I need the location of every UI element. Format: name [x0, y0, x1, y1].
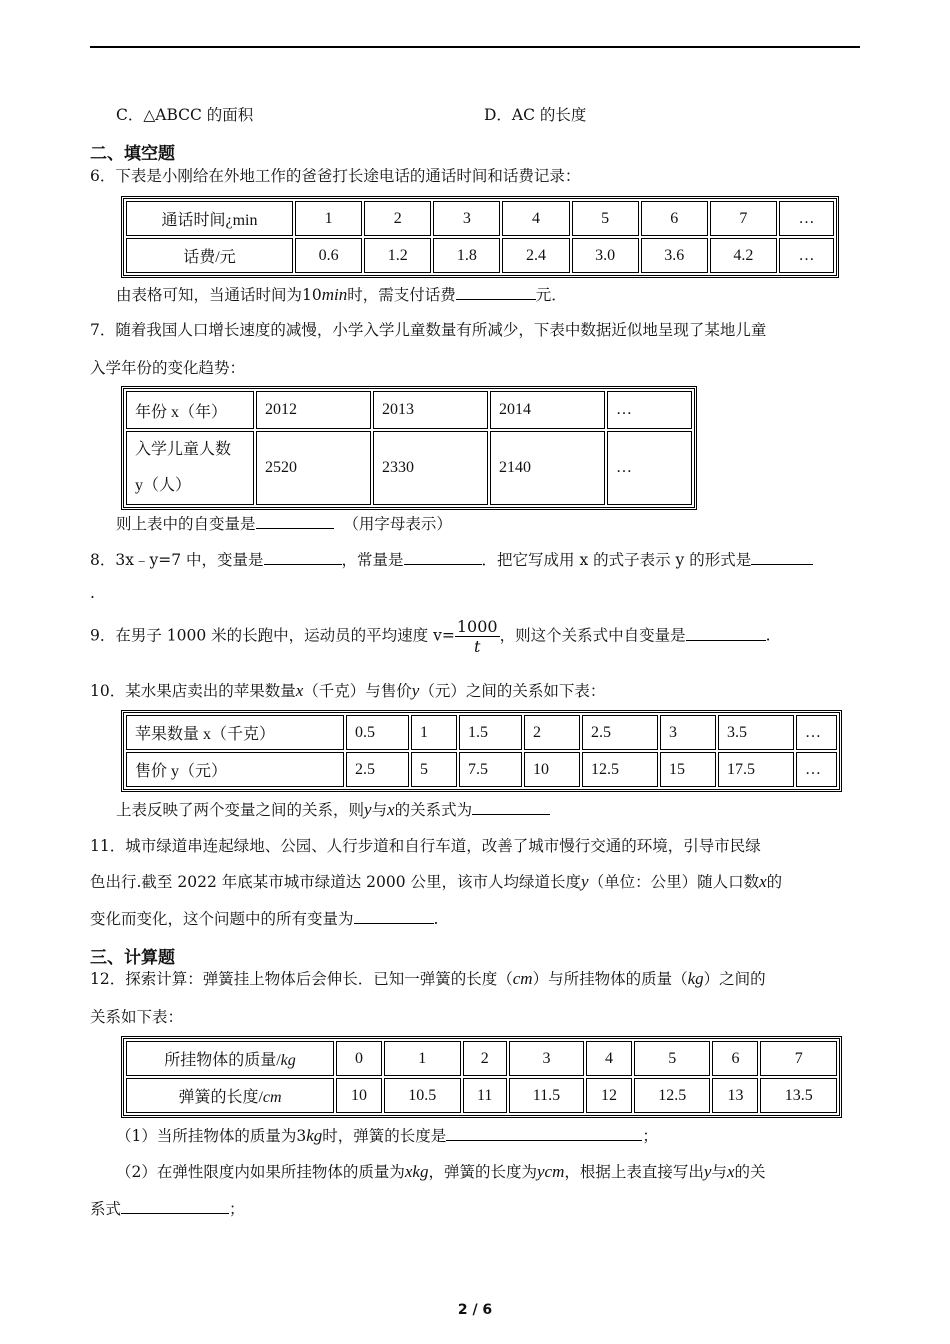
table-cell: …	[607, 431, 692, 505]
section-3-title: 三、计算题	[90, 948, 175, 968]
table-cell: 4	[586, 1041, 632, 1076]
table-cell: 11	[463, 1078, 507, 1113]
table-cell: 0.5	[346, 715, 409, 750]
table-cell: 12	[586, 1078, 632, 1113]
table-cell: 2520	[256, 431, 371, 505]
q7-followup: 则上表中的自变量是 （用字母表示）	[116, 515, 452, 533]
table-cell: 12.5	[582, 752, 658, 787]
table-cell: 1	[384, 1041, 461, 1076]
q7-line1: 7．随着我国人口增长速度的减慢，小学入学儿童数量有所减少，下表中数据近似地呈现了某地儿童	[90, 321, 767, 339]
table-cell: …	[607, 391, 692, 429]
q12-part2: （2）在弹性限度内如果所挂物体的质量为xkg，弹簧的长度为ycm，根据上表直接写出y与x的关	[116, 1162, 766, 1181]
option-d: D．AC 的长度	[484, 106, 587, 124]
table-cell: 5	[572, 201, 639, 236]
table-cell: 年份 x（年）	[126, 391, 254, 429]
table-cell: …	[779, 201, 834, 236]
q9-text: 9．在男子 1000 米的长跑中，运动员的平均速度 v= $\frac{1000}{t}$ ，则这个关系式中自变量是 .	[90, 617, 771, 656]
table-cell: 2	[524, 715, 580, 750]
header-rule	[90, 46, 860, 48]
q6-text: 6．下表是小刚给在外地工作的爸爸打长途电话的通话时间和话费记录：	[90, 167, 581, 185]
table-cell: 1.2	[364, 238, 431, 273]
table-cell: 2140	[490, 431, 605, 505]
table-cell: 12.5	[634, 1078, 711, 1113]
answer-blank[interactable]	[472, 800, 550, 815]
table-cell: 6	[712, 1041, 758, 1076]
table-cell: 2.5	[582, 715, 658, 750]
table-row	[126, 1078, 837, 1113]
table-row	[126, 715, 837, 750]
table-cell: 入学儿童人数 y（人）	[126, 431, 254, 505]
table-row	[126, 201, 834, 236]
table-cell: 11.5	[509, 1078, 584, 1113]
q6-table	[121, 196, 839, 278]
table-cell: 3	[433, 201, 500, 236]
speed-fraction: $\frac{1000}{t}$	[456, 617, 498, 656]
q8-text: 8．3x﹣y=7 中，变量是 ，常量是 ．把它写成用 x 的式子表示 y 的形式是	[90, 548, 813, 570]
q11-line2: 色出行.截至 2022 年底某市城市绿道达 2000 公里，该市人均绿道长度y（单位：公里）随人口数x的	[90, 872, 783, 891]
q12-line1: 12．探索计算：弹簧挂上物体后会伸长．已知一弹簧的长度（cm）与所挂物体的质量（kg）之间的	[90, 969, 766, 988]
table-cell: …	[796, 715, 837, 750]
table-cell: 售价 y（元）	[126, 752, 344, 787]
q11-line1: 11．城市绿道串连起绿地、公园、人行步道和自行车道，改善了城市慢行交通的环境，引导市民绿	[90, 837, 761, 855]
table-cell: 5	[634, 1041, 711, 1076]
table-cell: 2.4	[502, 238, 569, 273]
answer-blank[interactable]	[751, 550, 813, 565]
q10-followup: 上表反映了两个变量之间的关系，则y与x的关系式为	[116, 798, 550, 820]
table-cell: 2	[463, 1041, 507, 1076]
section-2-title: 二、填空题	[90, 144, 175, 164]
q12-part2-cont: 系式 ；	[90, 1200, 245, 1218]
table-cell: 5	[411, 752, 457, 787]
table-cell: 0	[336, 1041, 382, 1076]
table-cell: 通话时间¿min	[126, 201, 293, 236]
table-cell: 13	[712, 1078, 758, 1113]
table-cell: 10	[336, 1078, 382, 1113]
table-cell: 3.6	[641, 238, 708, 273]
table-cell: 7	[760, 1041, 837, 1076]
table-row	[126, 238, 834, 273]
table-cell: 15	[660, 752, 716, 787]
table-cell: 2330	[373, 431, 488, 505]
table-cell: 2.5	[346, 752, 409, 787]
table-cell: 苹果数量 x（千克）	[126, 715, 344, 750]
table-cell: 4.2	[710, 238, 777, 273]
table-cell: 2012	[256, 391, 371, 429]
table-cell: 7	[710, 201, 777, 236]
table-cell: 所挂物体的质量/kg	[126, 1041, 334, 1076]
option-c: C．△ABCC 的面积	[116, 106, 254, 124]
answer-blank[interactable]	[404, 550, 482, 565]
table-row	[126, 752, 837, 787]
table-cell: 1	[411, 715, 457, 750]
answer-blank[interactable]	[256, 514, 334, 529]
table-cell: 2013	[373, 391, 488, 429]
table-cell: 7.5	[459, 752, 522, 787]
table-cell: 1	[295, 201, 362, 236]
q7-line2: 入学年份的变化趋势：	[90, 359, 246, 377]
table-cell: 1.8	[433, 238, 500, 273]
table-cell: 弹簧的长度/cm	[126, 1078, 334, 1113]
q12-line2: 关系如下表：	[90, 1008, 184, 1026]
table-cell: 2	[364, 201, 431, 236]
table-cell: 10	[524, 752, 580, 787]
q12-part1: （1）当所挂物体的质量为3kg时，弹簧的长度是 ；	[116, 1126, 658, 1145]
table-cell: …	[796, 752, 837, 787]
table-cell: 话费/元	[126, 238, 293, 273]
q10-text: 10．某水果店卖出的苹果数量x（千克）与售价y（元）之间的关系如下表：	[90, 681, 606, 700]
table-cell: 13.5	[760, 1078, 837, 1113]
answer-blank[interactable]	[686, 626, 766, 641]
table-cell: 1.5	[459, 715, 522, 750]
table-cell: 3	[509, 1041, 584, 1076]
q10-table	[121, 710, 842, 792]
table-cell: 2014	[490, 391, 605, 429]
table-cell: 3.5	[718, 715, 794, 750]
table-cell: 3	[660, 715, 716, 750]
table-cell: …	[779, 238, 834, 273]
table-cell: 4	[502, 201, 569, 236]
table-row	[126, 391, 692, 429]
table-cell: 0.6	[295, 238, 362, 273]
answer-blank[interactable]	[354, 909, 434, 924]
page-number: 2 / 6	[457, 1302, 493, 1318]
table-cell: 3.0	[572, 238, 639, 273]
answer-blank[interactable]	[121, 1199, 229, 1214]
q7-table	[121, 386, 697, 510]
answer-blank[interactable]	[446, 1126, 642, 1141]
q8-tail: .	[90, 584, 95, 602]
table-row	[126, 1041, 837, 1076]
q12-table	[121, 1036, 842, 1118]
q6-followup: 由表格可知，当通话时间为10min时，需支付话费 元．	[116, 285, 567, 304]
table-cell: 10.5	[384, 1078, 461, 1113]
q11-line3: 变化而变化，这个问题中的所有变量为 .	[90, 910, 439, 928]
answer-blank[interactable]	[264, 550, 342, 565]
table-cell: 6	[641, 201, 708, 236]
table-cell: 17.5	[718, 752, 794, 787]
answer-blank[interactable]	[456, 285, 536, 300]
table-row	[126, 431, 692, 505]
